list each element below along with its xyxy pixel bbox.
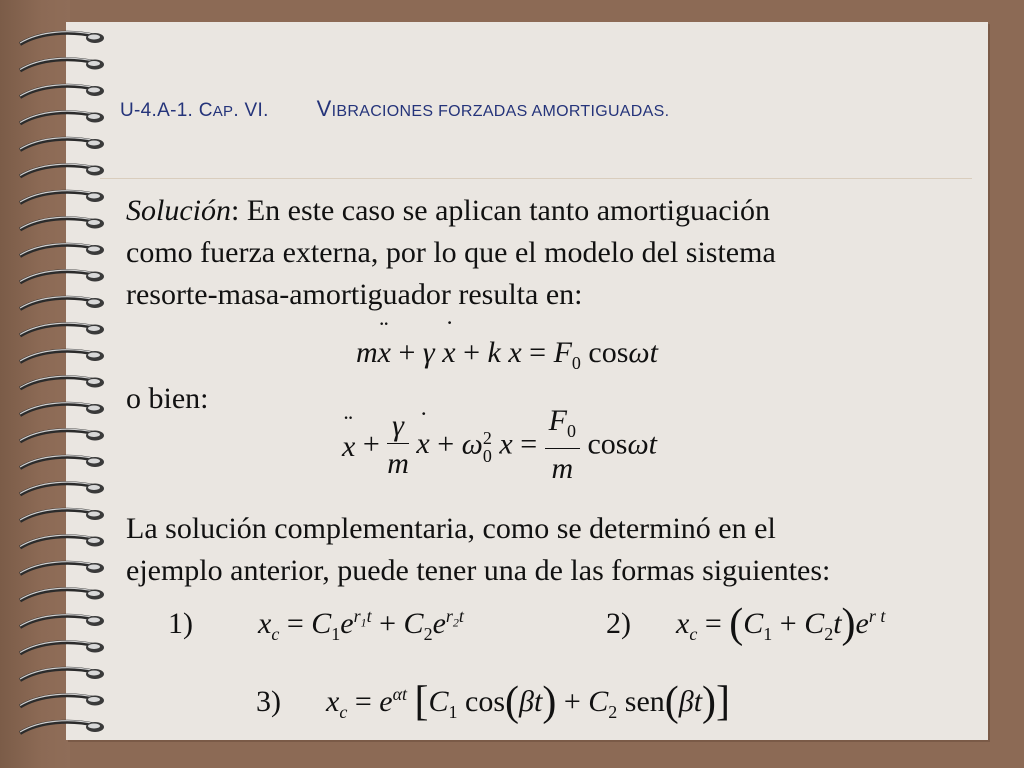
- binder-ring: [20, 588, 104, 600]
- equation-of-motion: m¨ x + γ ˙ x + k $x = F_0$ cosωt: [356, 336, 658, 374]
- binder-ring: [20, 270, 104, 282]
- complementary-paragraph: La solución complementaria, como se determinó en el ejemplo anterior, puede tener una de las formas siguientes:: [126, 512, 831, 587]
- binder-ring: [20, 615, 104, 627]
- binder-ring: [20, 164, 104, 176]
- binder-ring: [20, 376, 104, 388]
- binder-ring: [20, 721, 104, 733]
- binder-ring: [20, 456, 104, 468]
- binder-ring: [20, 323, 104, 335]
- binder-ring: [20, 429, 104, 441]
- binder-ring: [20, 191, 104, 203]
- spiral-binding: [0, 0, 120, 768]
- binder-ring: [20, 562, 104, 574]
- slide-title: U-4.A-1. CAP. VI. VIBRACIONES FORZADAS AMORTIGUADAS.: [120, 96, 670, 121]
- binder-ring: [20, 509, 104, 521]
- form-1: 1) $x_c = C_1e^{r_1t} + C_2e^{r_2t}$: [168, 606, 464, 644]
- binder-ring: [20, 217, 104, 229]
- binder-ring: [20, 111, 104, 123]
- binder-ring: [20, 138, 104, 150]
- binder-ring: [20, 58, 104, 70]
- form-2: 2) $x_c = (C_1 + C_2t)e^{r t}$: [606, 601, 886, 647]
- solution-label: Solución: [126, 194, 231, 227]
- title-divider: [100, 178, 972, 179]
- binder-ring: [20, 668, 104, 680]
- binder-ring: [20, 244, 104, 256]
- binder-ring: [20, 694, 104, 706]
- binder-ring: [20, 535, 104, 547]
- binder-ring: [20, 403, 104, 415]
- o-bien-label: o bien:: [126, 382, 209, 415]
- binder-ring: [20, 482, 104, 494]
- binder-ring: [20, 32, 104, 44]
- form-3: 3) $x_c = e^{\alpha t}$ [$C_1$ $\cos(\beta t) + C_2$ sen(βt)]: [256, 679, 731, 725]
- solution-paragraph: Solución: En este caso se aplican tanto amortiguación como fuerza externa, por lo que el modelo del sistema resorte-masa-amortiguador resulta en:: [126, 194, 776, 311]
- binder-ring: [20, 297, 104, 309]
- binder-ring: [20, 641, 104, 653]
- normalized-equation: ¨ x + $\frac{\gamma}{m}$ ˙ x + ω2 0 x = $\frac{F_0}{m}$ cosωt: [342, 404, 657, 489]
- binder-ring: [20, 85, 104, 97]
- binder-ring: [20, 350, 104, 362]
